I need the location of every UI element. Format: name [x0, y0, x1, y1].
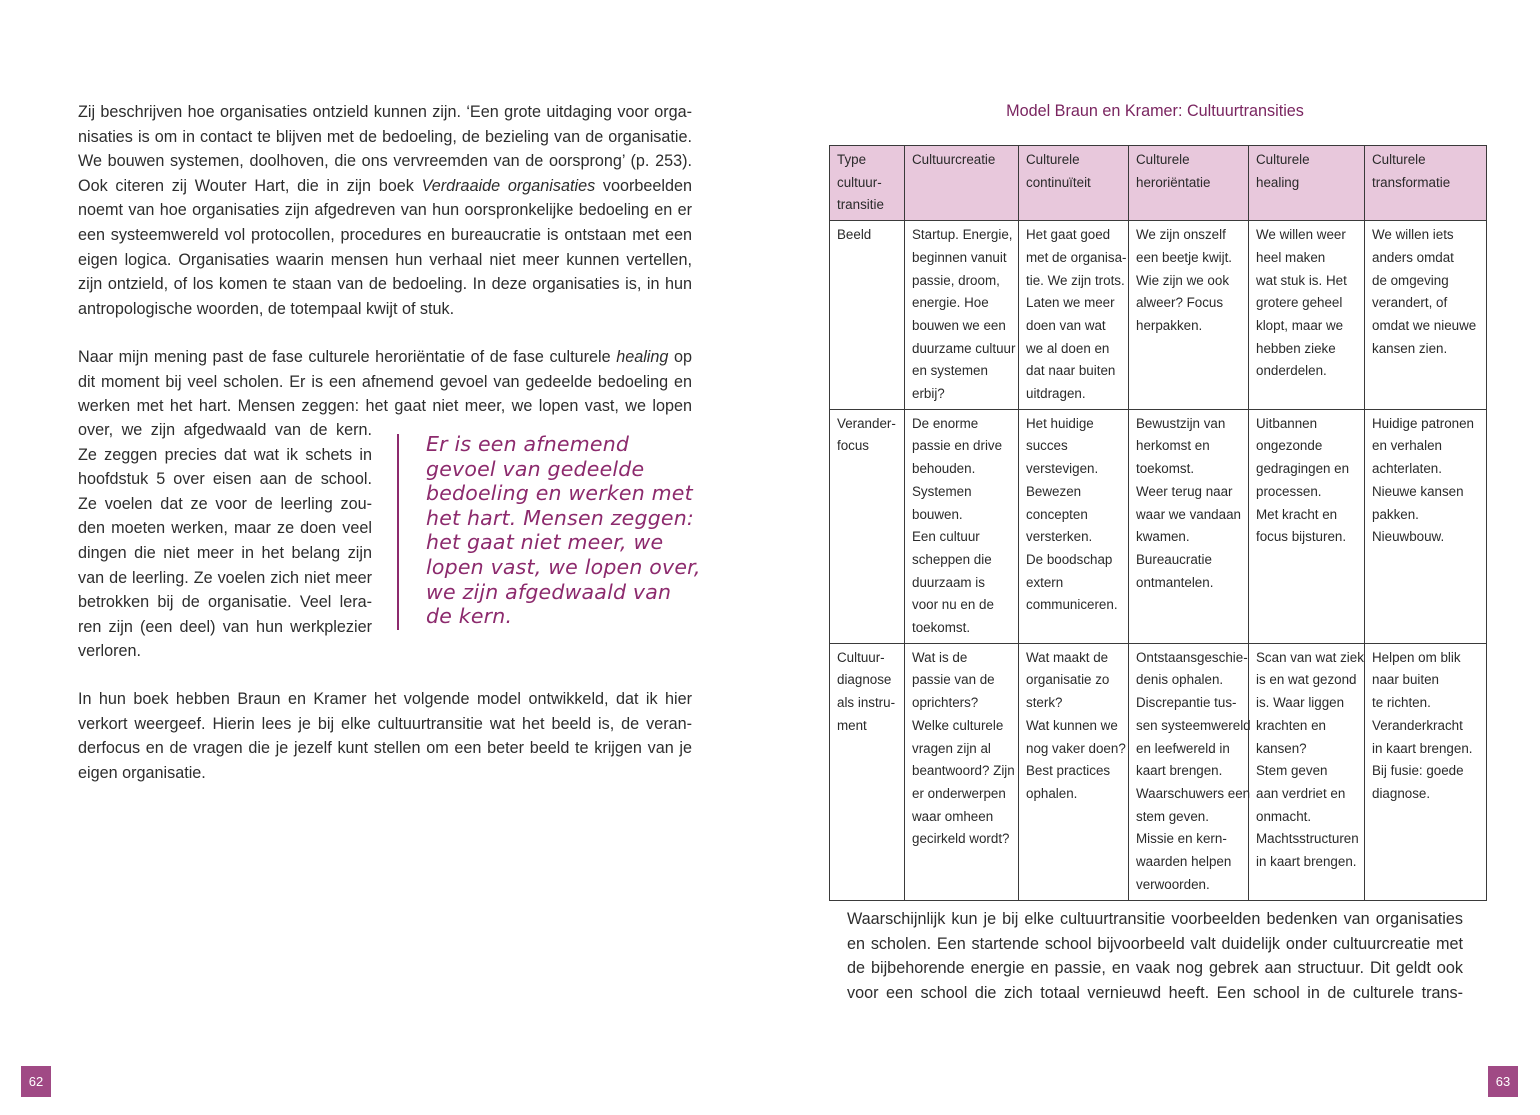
cell-line: wat stuk is. Het — [1256, 272, 1347, 288]
cell-line: de omgeving — [1372, 272, 1449, 288]
table-cell — [905, 221, 1019, 410]
cell-line: Een cultuur — [912, 529, 980, 545]
text-line: Waarschijnlijk kun je bij elke cultuurtransitie voorbeelden bedenken van organisaties — [847, 910, 1463, 928]
table-cell — [1249, 643, 1365, 900]
cell-line: Het gaat goed — [1026, 227, 1111, 243]
table-body — [830, 221, 1487, 900]
cell-line: bouwen. — [912, 506, 963, 522]
pull-quote-bar — [397, 434, 399, 630]
text-line: verloren. — [78, 642, 141, 661]
cell-line: oprichters? — [912, 695, 979, 711]
header-cell — [1129, 146, 1249, 221]
cell-line: nog vaker doen? — [1026, 740, 1126, 756]
cell-line: ophalen. — [1026, 785, 1078, 801]
cell-line: is. Waar liggen — [1256, 695, 1345, 711]
cell-line: uitdragen. — [1026, 386, 1086, 402]
culture-transition-table — [829, 145, 1487, 901]
cell-line: beantwoord? Zijn — [912, 763, 1015, 779]
cell-line: en leefwereld in — [1136, 740, 1230, 756]
cell-line: ment — [837, 717, 867, 733]
header-cell — [1365, 146, 1487, 221]
cell-line: in kaart brengen. — [1372, 740, 1473, 756]
cell-line: een beetje kwijt. — [1136, 249, 1233, 265]
cell-line: kaart brengen. — [1136, 763, 1223, 779]
cell-line: behouden. — [912, 461, 976, 477]
header-row — [830, 146, 1487, 221]
cell-line: we al doen en — [1026, 340, 1110, 356]
text-line: ren zijn (een deel) van hun werkplezier — [78, 617, 372, 636]
text-line: noemt van hoe organisaties zijn afgedreven van hun oorspronkelijke bedoeling en er — [78, 201, 692, 220]
cell-line: kansen? — [1256, 740, 1307, 756]
cell-line: kansen zien. — [1372, 340, 1448, 356]
text-run: Ook citeren zij Wouter Hart, die in zijn boek — [78, 176, 422, 195]
header-cell-line: Culturele — [1372, 152, 1426, 167]
table-cell — [905, 409, 1019, 643]
header-cell-line: Culturele — [1136, 152, 1190, 167]
cell-line: Wat is de — [912, 649, 968, 665]
cell-line: waar we vandaan — [1136, 506, 1241, 522]
pull-quote — [426, 432, 701, 629]
cell-line: met de organisa- — [1026, 249, 1127, 265]
paragraph-4 — [847, 907, 1463, 1005]
cell-line: waarden helpen — [1136, 854, 1232, 870]
table-header — [830, 146, 1487, 221]
text-line: Ze voelen dat ze voor de leerling zou- — [78, 494, 372, 513]
cell-line: is en wat gezond — [1256, 672, 1357, 688]
cell-line: dat naar buiten — [1026, 363, 1116, 379]
cell-line: Scan van wat ziek — [1256, 649, 1364, 665]
text-run: voorbeelden — [595, 176, 692, 195]
cell-line: herpakken. — [1136, 317, 1203, 333]
cell-line: en verhalen — [1372, 438, 1442, 454]
cell-line: pakken. — [1372, 506, 1419, 522]
cell-line: krachten en — [1256, 717, 1326, 733]
cell-line: beginnen vanuit — [912, 249, 1007, 265]
cell-line: in kaart brengen. — [1256, 854, 1357, 870]
table-cell — [1019, 221, 1129, 410]
cell-line: en systemen — [912, 363, 988, 379]
cell-line: Bewezen — [1026, 483, 1082, 499]
text-line: hoofdstuk 5 over eisen aan de school. — [78, 470, 372, 489]
cell-line: concepten — [1026, 506, 1088, 522]
paragraph-3 — [78, 687, 692, 785]
quote-line: bedoeling en werken met — [426, 481, 693, 506]
cell-line: ongezonde — [1256, 438, 1323, 454]
cell-line: We willen weer — [1256, 227, 1346, 243]
book-title: Verdraaide organisaties — [421, 176, 596, 195]
cell-line: waar omheen — [912, 808, 994, 824]
cell-line: onderdelen. — [1256, 363, 1327, 379]
table-cell — [1249, 221, 1365, 410]
table-cell — [1019, 643, 1129, 900]
table-cell — [905, 643, 1019, 900]
cell-line: alweer? Focus — [1136, 295, 1224, 311]
cell-line: kwamen. — [1136, 529, 1190, 545]
cell-line: toekomst. — [912, 620, 971, 636]
cell-line: als instru- — [837, 695, 896, 711]
cell-line: diagnose — [837, 672, 892, 688]
page-number: 62 — [21, 1066, 51, 1097]
text-line: voor een school die zich totaal vernieuwd heeft. Een school in de culturele trans- — [847, 983, 1463, 1002]
text-line: dingen die niet meer in het belang zijn — [78, 543, 372, 562]
cell-line: sen systeemwereld — [1136, 717, 1251, 733]
cell-line: toekomst. — [1136, 461, 1195, 477]
text-line: Zij beschrijven hoe organisaties ontzield kunnen zijn. ‘Een grote uitdaging voor orga- — [78, 103, 692, 121]
row-label-cell — [830, 409, 905, 643]
cell-line: passie en drive — [912, 438, 1003, 454]
emphasis: healing — [616, 348, 669, 366]
table-row — [830, 409, 1487, 643]
table-row — [830, 643, 1487, 900]
cell-line: grotere geheel — [1256, 295, 1343, 311]
cell-line: aan verdriet en — [1256, 785, 1346, 801]
cell-line: Bewustzijn van — [1136, 415, 1226, 431]
header-cell-line: healing — [1256, 174, 1300, 190]
cell-line: Laten we meer — [1026, 295, 1115, 311]
cell-line: We zijn onszelf — [1136, 227, 1226, 243]
cell-line: diagnose. — [1372, 785, 1431, 801]
text-line: eigen organisatie. — [78, 763, 206, 782]
text-run: op — [668, 348, 692, 366]
text-line: de bijbehorende energie en passie, en vaak nog gebrek aan structuur. Dit geldt ook — [847, 959, 1463, 978]
cell-line: vragen zijn al — [912, 740, 991, 756]
cell-line: Missie en kern- — [1136, 831, 1227, 847]
cell-line: scheppen die — [912, 551, 992, 567]
cell-line: herkomst en — [1136, 438, 1210, 454]
cell-line: omdat we nieuwe — [1372, 317, 1477, 333]
text-line: nisaties is om in contact te blijven met de bedoeling, de bezieling van de organisatie. — [78, 127, 692, 146]
cell-line: passie van de — [912, 672, 995, 688]
cell-line: te richten. — [1372, 695, 1431, 711]
cell-line: bouwen we een — [912, 317, 1006, 333]
cell-line: Met kracht en — [1256, 506, 1338, 522]
cell-line: Huidige patronen — [1372, 415, 1474, 431]
header-cell-line: Culturele — [1026, 152, 1080, 167]
text-line: en scholen. Een startende school bijvoorbeeld valt duidelijk onder cultuurcreatie met — [847, 934, 1463, 953]
text-line: eigen logica. Organisaties waarin mensen hun verhaal niet meer kunnen vertellen, — [78, 250, 692, 269]
header-cell-line: transformatie — [1372, 174, 1451, 190]
cell-line: versterken. — [1026, 529, 1093, 545]
table-cell — [1365, 221, 1487, 410]
cell-line: passie, droom, — [912, 272, 1000, 288]
cell-line: processen. — [1256, 483, 1322, 499]
paragraph-1 — [78, 100, 692, 321]
quote-line: het gaat niet meer, we — [426, 530, 664, 555]
text-line: werken met het hart. Mensen zeggen: het gaat niet meer, we lopen vast, we lopen — [78, 397, 692, 416]
cell-line: verstevigen. — [1026, 461, 1099, 477]
cell-line: Machtsstructuren — [1256, 831, 1359, 847]
cell-line: naar buiten — [1372, 672, 1440, 688]
paragraph-2 — [78, 345, 692, 419]
text-line: van de leerling. Ze voelen zich niet meer — [78, 568, 372, 587]
header-cell-line: Cultuurcreatie — [912, 152, 996, 167]
header-cell — [1249, 146, 1365, 221]
cell-line: Ontstaansgeschie- — [1136, 649, 1248, 665]
cell-line: Veranderkracht — [1372, 717, 1463, 733]
cell-line: duurzame cultuur — [912, 340, 1016, 356]
cell-line: onmacht. — [1256, 808, 1312, 824]
cell-line: Cultuur- — [837, 649, 885, 665]
table-row — [830, 221, 1487, 410]
text-line: derfocus en de vragen die je jezelf kunt stellen om een beter beeld te krijgen van je — [78, 739, 692, 758]
cell-line: Discrepantie tus- — [1136, 695, 1237, 711]
cell-line: focus — [837, 438, 870, 454]
cell-line: stem geven. — [1136, 808, 1209, 824]
quote-line: we zijn afgedwaald van — [426, 579, 672, 604]
cell-line: We willen iets — [1372, 227, 1454, 243]
cell-line: succes — [1026, 438, 1068, 454]
cell-line: heel maken — [1256, 249, 1326, 265]
row-label-cell — [830, 221, 905, 410]
cell-line: gecirkeld wordt? — [912, 831, 1010, 847]
cell-line: communiceren. — [1026, 597, 1118, 613]
text-line: verkort weergeef. Hierin lees je bij elke cultuurtransitie wat het beeld is, de veran- — [78, 714, 692, 733]
cell-line: Bureaucratie — [1136, 551, 1212, 567]
header-cell-line: continuïteit — [1026, 174, 1091, 190]
header-cell-line: cultuur- — [837, 174, 882, 190]
cell-line: verandert, of — [1372, 295, 1448, 311]
cell-line: Systemen — [912, 483, 972, 499]
text-line: antropologische woorden, de totempaal kwijt of stuk. — [78, 299, 455, 318]
cell-line: erbij? — [912, 386, 945, 402]
cell-line: denis ophalen. — [1136, 672, 1224, 688]
cell-line: organisatie zo — [1026, 672, 1110, 688]
cell-line: Uitbannen — [1256, 415, 1318, 431]
cell-line: sterk? — [1026, 695, 1063, 711]
text-line: betrokken bij de organisatie. Veel lera- — [78, 593, 372, 612]
cell-line: De enorme — [912, 415, 979, 431]
cell-line: klopt, maar we — [1256, 317, 1344, 333]
quote-line: de kern. — [426, 604, 513, 629]
text-line: In hun boek hebben Braun en Kramer het volgende model ontwikkeld, dat ik hier — [78, 690, 692, 708]
cell-line: achterlaten. — [1372, 461, 1442, 477]
cell-line: Best practices — [1026, 763, 1111, 779]
text-line-mixed — [78, 345, 692, 370]
cell-line: extern — [1026, 574, 1064, 590]
table-cell — [1129, 643, 1249, 900]
table-cell — [1019, 409, 1129, 643]
header-cell-line: Type — [837, 152, 867, 167]
cell-line: tie. We zijn trots. — [1026, 272, 1125, 288]
page-number: 63 — [1488, 1066, 1518, 1097]
quote-line: lopen vast, we lopen over, — [426, 554, 701, 579]
cell-line: Verander- — [837, 415, 896, 431]
text-run: Naar mijn mening past de fase culturele heroriëntatie of de fase culturele — [78, 348, 617, 366]
cell-line: Startup. Energie, — [912, 227, 1013, 243]
cell-line: voor nu en de — [912, 597, 994, 613]
table-title: Model Braun en Kramer: Cultuurtransities — [1006, 102, 1304, 120]
table-cell — [1365, 409, 1487, 643]
cell-line: Welke culturele — [912, 717, 1004, 733]
text-line: We bouwen systemen, doolhoven, die ons vervreemden van de oorsprong’ (p. 253). — [78, 152, 692, 171]
cell-line: Wat kunnen we — [1026, 717, 1118, 733]
cell-line: anders omdat — [1372, 249, 1454, 265]
text-line: dit moment bij veel scholen. Er is een afnemend gevoel van gedeelde bedoeling en — [78, 372, 692, 391]
cell-line: doen van wat — [1026, 317, 1106, 333]
table-cell — [1365, 643, 1487, 900]
paragraph-2-narrow — [78, 418, 372, 664]
cell-line: focus bijsturen. — [1256, 529, 1347, 545]
row-label-cell — [830, 643, 905, 900]
cell-line: Bij fusie: goede — [1372, 763, 1464, 779]
right-page — [770, 0, 1540, 1115]
quote-line: Er is een afnemend — [426, 432, 630, 456]
cell-line: Wat maakt de — [1026, 649, 1109, 665]
header-cell-line: heroriëntatie — [1136, 174, 1211, 190]
text-line: zijn ontzield, of los komen te staan van de bedoeling. In deze organisaties is, in hun — [78, 275, 692, 294]
header-cell-line: transitie — [837, 197, 884, 213]
header-cell-line: Culturele — [1256, 152, 1310, 167]
cell-line: De boodschap — [1026, 551, 1113, 567]
cell-line: energie. Hoe — [912, 295, 989, 311]
cell-line: gedragingen en — [1256, 461, 1350, 477]
table-cell — [1129, 409, 1249, 643]
cell-line: hebben zieke — [1256, 340, 1336, 356]
table-cell — [1129, 221, 1249, 410]
cell-line: duurzaam is — [912, 574, 985, 590]
header-cell — [905, 146, 1019, 221]
cell-line: Wie zijn we ook — [1136, 272, 1230, 288]
cell-line: Waarschuwers een — [1136, 785, 1251, 801]
quote-line: het hart. Mensen zeggen: — [426, 505, 695, 530]
text-line: een systeemwereld vol protocollen, procedures en bureaucratie is ontstaan met een — [78, 225, 692, 244]
header-cell — [1019, 146, 1129, 221]
text-line-mixed — [78, 174, 692, 199]
header-cell — [830, 146, 905, 221]
text-line: over, we zijn afgedwaald van de kern. — [78, 421, 372, 439]
cell-line: er onderwerpen — [912, 785, 1006, 801]
text-line: den moeten werken, maar ze doen veel — [78, 519, 372, 538]
cell-line: Beeld — [837, 227, 872, 243]
cell-line: Weer terug naar — [1136, 483, 1233, 499]
cell-line: Stem geven — [1256, 763, 1328, 779]
text-line: Ze zeggen precies dat wat ik schets in — [78, 445, 372, 464]
cell-line: Het huidige — [1026, 415, 1094, 431]
cell-line: verwoorden. — [1136, 876, 1210, 892]
cell-line: Nieuwe kansen — [1372, 483, 1464, 499]
cell-line: Helpen om blik — [1372, 649, 1461, 665]
cell-line: ontmantelen. — [1136, 574, 1214, 590]
quote-line: gevoel van gedeelde — [426, 456, 645, 481]
cell-line: Nieuwbouw. — [1372, 529, 1445, 545]
table-cell — [1249, 409, 1365, 643]
